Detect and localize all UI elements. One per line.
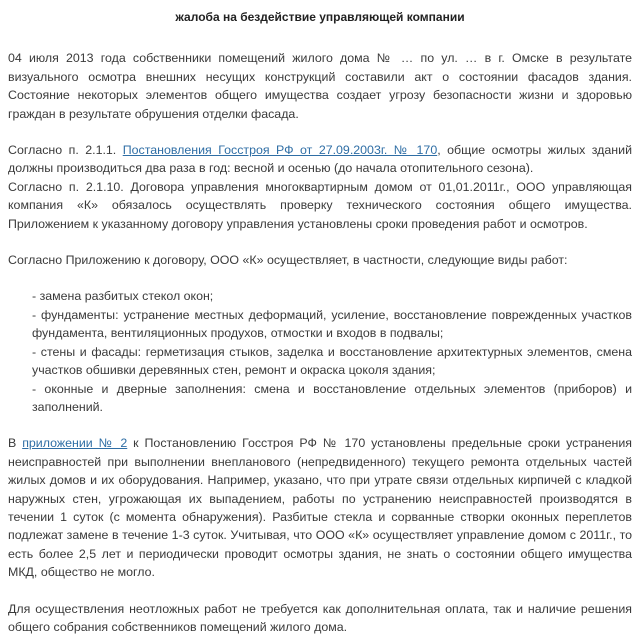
paragraph-gap [8,233,632,251]
works-list [8,287,632,416]
gosstroy-resolution-link[interactable]: Постановления Госстроя РФ от 27.09.2003г. № 170 [122,143,438,158]
paragraph-gap [8,582,632,600]
paragraph-gosstroy-prefix: Согласно п. 2.1.1. [8,143,123,158]
works-list-item: - замена разбитых стекол окон; [32,289,214,304]
works-list-item: - фундаменты: устранение местных деформаций, усиление, восстановление поврежденных участков фундамента, вентиляционных продухов, отмостки и входов в подвалы; [32,307,632,341]
paragraph-gosstroy-reference [8,141,632,178]
paragraph-deadlines-suffix: к Постановлению Госстроя РФ № 170 установлены предельные сроки устранения неисправностей при выполнении внепланового (непредвиденного) текущего ремонта отдельных частей жилых домов и их оборудования. Например, указано, что при утрате связи отдельных кирпичей с кладкой наружных стен, угрожающая их выпадением, работы по устранению неисправностей производятся в течении 1 суток (с момента обнаружения). Разбитые стекла и сорванные створки оконных переплетов подлежат замене в течение 1-3 суток. Учитывая, что ООО «К» осуществляет управление домом с 2011г., то есть более 2,5 лет и периодически проводит осмотры здания, не знать о состоянии общего имущества МКД, общество не могло. [8,436,632,580]
works-list-item: - стены и фасады: герметизация стыков, заделка и восстановление архитектурных элементов, смена участков обшивки деревянных стен, ремонт и окраска цоколя здания; [32,344,632,378]
paragraph-gap [8,269,632,287]
document-title: жалоба на бездействие управляющей компании [175,10,465,24]
paragraph-gap [8,416,632,434]
paragraph-gosstroy-suffix: , общие осмотры жилых зданий должны производиться два раза в год: весной и осенью (до начала отопительного сезона). [8,143,632,176]
paragraph-management-contract: Согласно п. 2.1.10. Договора управления многоквартирным домом от 01,01.2011г., ООО управляющая компания «К» обязалось осуществлять проверку технического состояния общего имущества. Приложением к указанному договору управления установлены сроки проведения работ и осмотров. [8,179,632,231]
paragraph-repair-deadlines [8,434,632,581]
paragraph-gap [8,123,632,141]
works-list-item: - оконные и дверные заполнения: смена и восстановление отдельных элементов (приборов) и заполнений. [32,381,632,414]
paragraph-works-intro: Согласно Приложению к договору, ООО «К» осуществляет, в частности, следующие виды работ: [8,253,568,268]
paragraph-deadlines-prefix: В [8,436,23,451]
appendix-2-link[interactable]: приложении № 2 [22,436,128,451]
paragraph-inspection-act: 04 июля 2013 года собственники помещений жилого дома № … по ул. … в г. Омске в результате визуального осмотра внешних несущих конструкций составили акт о состоянии фасадов здания. Состояние некоторых элементов общего имущества создает угрозу безопасности жизни и здоровью граждан в результате обрушения отделки фасада. [8,51,632,121]
paragraph-urgent-works: Для осуществления неотложных работ не требуется как дополнительная оплата, так и наличие решения общего собрания собственников помещений жилого дома. [8,601,632,634]
